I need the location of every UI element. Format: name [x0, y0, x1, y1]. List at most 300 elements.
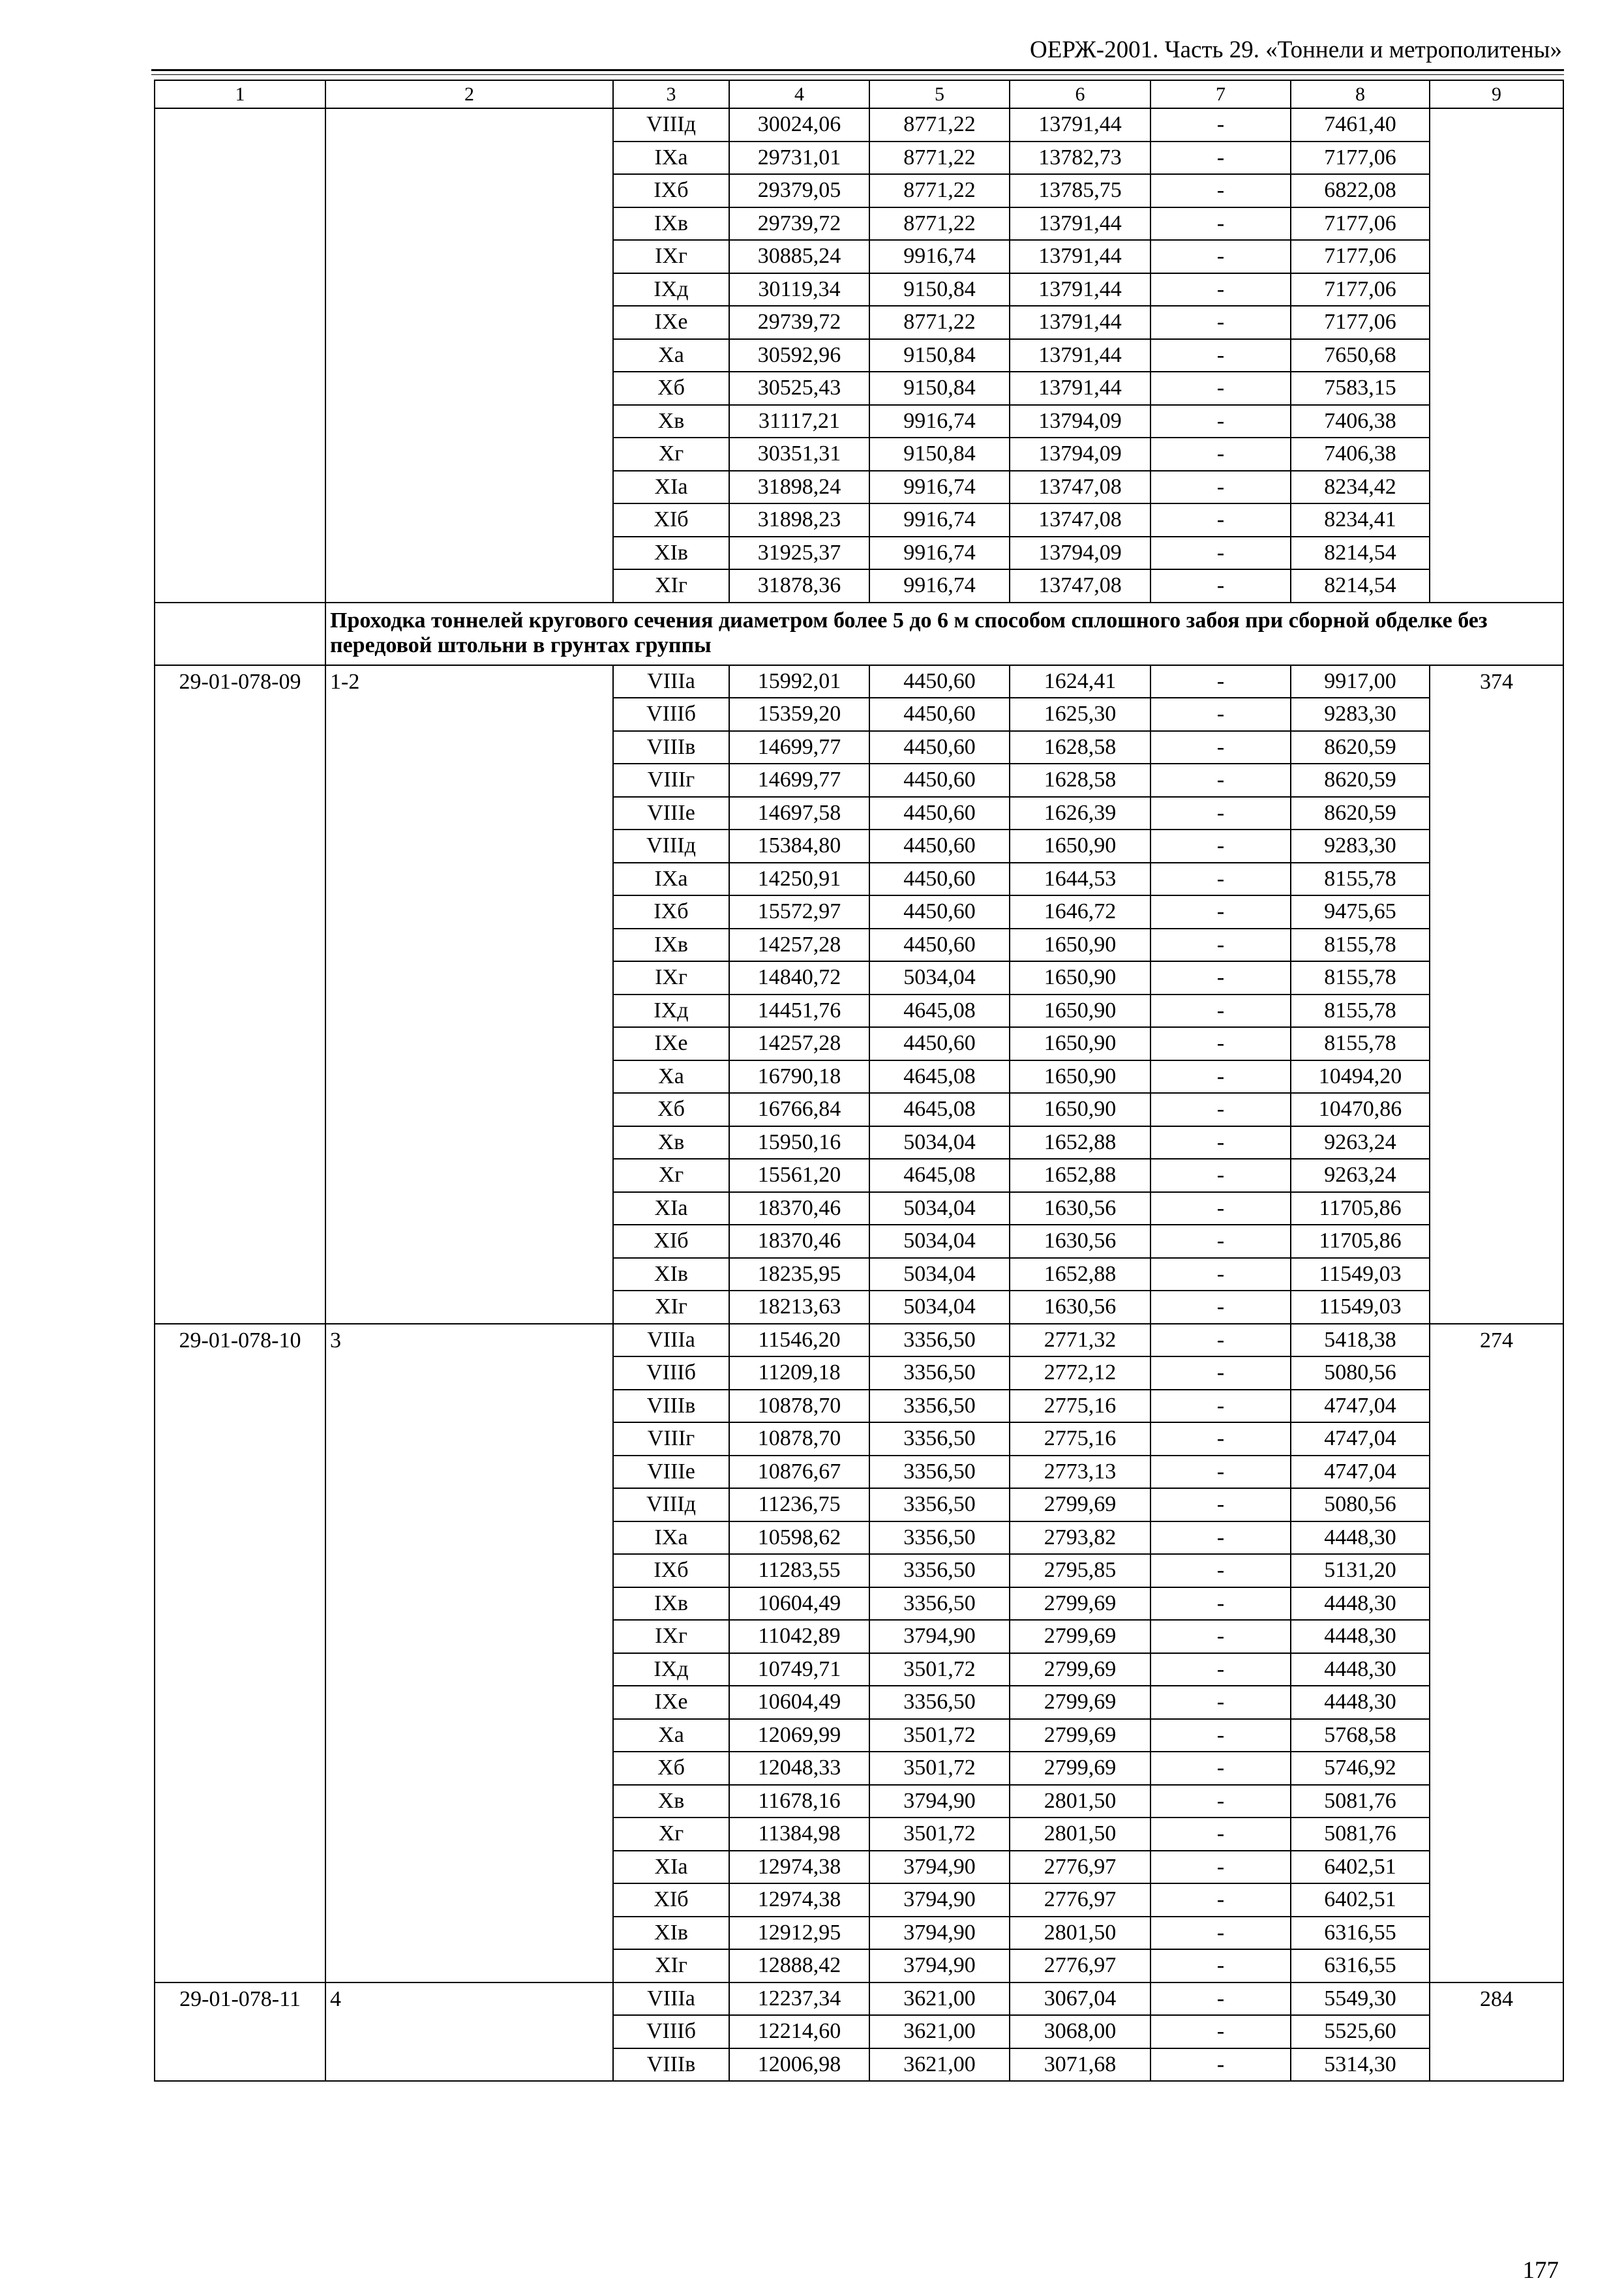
table-cell: 5034,04	[869, 1225, 1010, 1258]
table-cell: 7177,06	[1291, 142, 1430, 175]
table-cell: -	[1150, 438, 1291, 471]
table-cell: 5768,58	[1291, 1719, 1430, 1752]
table-cell: 2799,69	[1010, 1719, 1150, 1752]
table-cell: 5525,60	[1291, 2015, 1430, 2048]
page-header: ОЕРЖ-2001. Часть 29. «Тоннели и метрополитены»	[1030, 37, 1562, 63]
table-cell: Xг	[613, 1159, 729, 1192]
table-cell: 8771,22	[869, 142, 1010, 175]
table-cell: 12214,60	[729, 2015, 869, 2048]
table-cell: -	[1150, 372, 1291, 405]
table-cell: Xб	[613, 372, 729, 405]
table-cell: 3621,00	[869, 1982, 1010, 2016]
table-cell: -	[1150, 1587, 1291, 1621]
table-cell: 12974,38	[729, 1851, 869, 1884]
table-cell: 7177,06	[1291, 306, 1430, 339]
table-cell: 3356,50	[869, 1422, 1010, 1456]
table-cell: 8155,78	[1291, 1027, 1430, 1060]
table-cell: 5314,30	[1291, 2048, 1430, 2082]
table-cell: -	[1150, 1225, 1291, 1258]
table-cell: -	[1150, 1917, 1291, 1950]
table-cell: 7177,06	[1291, 273, 1430, 307]
table-cell: -	[1150, 1192, 1291, 1225]
table-cell: Xб	[613, 1752, 729, 1785]
table-cell: -	[1150, 764, 1291, 797]
table-cell: -	[1150, 273, 1291, 307]
table-cell: 1630,56	[1010, 1192, 1150, 1225]
table-cell: 14699,77	[729, 764, 869, 797]
table-cell: -	[1150, 1653, 1291, 1686]
table-cell: 13747,08	[1010, 503, 1150, 537]
table-cell: 4450,60	[869, 830, 1010, 863]
table-cell: 29739,72	[729, 306, 869, 339]
table-cell: -	[1150, 1027, 1291, 1060]
table-cell: IXд	[613, 1653, 729, 1686]
table-cell: 10604,49	[729, 1587, 869, 1621]
table-cell: 13747,08	[1010, 471, 1150, 504]
table-cell: -	[1150, 995, 1291, 1028]
table-cell: 3356,50	[869, 1587, 1010, 1621]
table-cell: 8214,54	[1291, 569, 1430, 603]
table-cell: 4450,60	[869, 929, 1010, 962]
table-cell: IXв	[613, 1587, 729, 1621]
table-cell: -	[1150, 174, 1291, 207]
table-cell: -	[1150, 1719, 1291, 1752]
table-cell: 4450,60	[869, 665, 1010, 698]
table-cell: 4448,30	[1291, 1521, 1430, 1555]
table-cell: 10749,71	[729, 1653, 869, 1686]
table-cell: IXд	[613, 995, 729, 1028]
table-cell: -	[1150, 1390, 1291, 1423]
table-cell: VIIIд	[613, 1488, 729, 1521]
table-cell: -	[1150, 569, 1291, 603]
column-number: 6	[1010, 80, 1150, 108]
table-row	[155, 108, 1563, 142]
table-cell: 2799,69	[1010, 1488, 1150, 1521]
table-cell: 9475,65	[1291, 895, 1430, 929]
table-cell: -	[1150, 1060, 1291, 1094]
table-cell: 30351,31	[729, 438, 869, 471]
table-cell: -	[1150, 1982, 1291, 2016]
table-cell: IXе	[613, 1686, 729, 1719]
column-number: 1	[155, 80, 325, 108]
table-cell: 2799,69	[1010, 1752, 1150, 1785]
table-cell: 13747,08	[1010, 569, 1150, 603]
table-cell: 1630,56	[1010, 1291, 1150, 1324]
table-cell: 14451,76	[729, 995, 869, 1028]
table-cell: -	[1150, 339, 1291, 372]
table-cell: 3071,68	[1010, 2048, 1150, 2082]
table-cell: 5081,76	[1291, 1818, 1430, 1851]
table-cell: 2772,12	[1010, 1356, 1150, 1390]
header-rule-thin	[151, 74, 1564, 75]
table-cell: 8214,54	[1291, 537, 1430, 570]
table-cell: 5549,30	[1291, 1982, 1430, 2016]
table-cell: -	[1150, 207, 1291, 241]
table-cell: 8155,78	[1291, 929, 1430, 962]
table-cell: 10878,70	[729, 1390, 869, 1423]
table-cell: -	[1150, 1159, 1291, 1192]
table-cell: 31898,23	[729, 503, 869, 537]
table-cell: 9916,74	[869, 471, 1010, 504]
table-cell: 8771,22	[869, 174, 1010, 207]
page-number: 177	[1522, 2257, 1559, 2284]
table-cell: -	[1150, 698, 1291, 731]
table-cell: IXа	[613, 1521, 729, 1555]
table-cell: 18370,46	[729, 1192, 869, 1225]
table-cell: -	[1150, 1324, 1291, 1357]
table-cell: 13791,44	[1010, 339, 1150, 372]
table-cell: VIIIе	[613, 797, 729, 830]
table-cell: 1644,53	[1010, 863, 1150, 896]
table-cell: 13794,09	[1010, 537, 1150, 570]
table-cell: 10598,62	[729, 1521, 869, 1555]
table-cell: 7177,06	[1291, 207, 1430, 241]
table-cell: 3067,04	[1010, 1982, 1150, 2016]
column-number: 3	[613, 80, 729, 108]
table-cell: 30592,96	[729, 339, 869, 372]
table-cell: 2775,16	[1010, 1390, 1150, 1423]
table-cell: 8620,59	[1291, 764, 1430, 797]
table-cell: -	[1150, 471, 1291, 504]
code-cell: 29-01-078-09	[155, 665, 325, 1324]
table-cell: 8234,42	[1291, 471, 1430, 504]
table-cell: 8155,78	[1291, 863, 1430, 896]
table-cell: 3621,00	[869, 2048, 1010, 2082]
code-cell	[155, 108, 325, 603]
table-cell: VIIIб	[613, 2015, 729, 2048]
table-cell: IXв	[613, 929, 729, 962]
table-cell: 4448,30	[1291, 1653, 1430, 1686]
table-cell: 1652,88	[1010, 1258, 1150, 1291]
soil-group-cell: 4	[325, 1982, 613, 2082]
table-cell: VIIIв	[613, 2048, 729, 2082]
table-cell: IXг	[613, 240, 729, 273]
table-cell: Xа	[613, 1719, 729, 1752]
table-cell: 1628,58	[1010, 731, 1150, 764]
table-cell: 2799,69	[1010, 1653, 1150, 1686]
table-cell: Xа	[613, 1060, 729, 1094]
table-cell: -	[1150, 2015, 1291, 2048]
table-cell: 5034,04	[869, 961, 1010, 995]
table-cell: VIIIг	[613, 1422, 729, 1456]
table-cell: 10470,86	[1291, 1093, 1430, 1126]
table-cell: 29739,72	[729, 207, 869, 241]
table-cell: Xв	[613, 405, 729, 438]
table-cell: 7461,40	[1291, 108, 1430, 142]
soil-group-cell: 3	[325, 1324, 613, 1982]
table-cell: VIIIб	[613, 698, 729, 731]
table-cell: 10494,20	[1291, 1060, 1430, 1094]
table-cell: 15992,01	[729, 665, 869, 698]
table-cell: 4448,30	[1291, 1587, 1430, 1621]
table-cell: 8155,78	[1291, 961, 1430, 995]
table-cell: 11384,98	[729, 1818, 869, 1851]
table-cell: 2771,32	[1010, 1324, 1150, 1357]
table-cell: 4450,60	[869, 863, 1010, 896]
table-cell: 3356,50	[869, 1324, 1010, 1357]
table-cell: 30885,24	[729, 240, 869, 273]
table-cell: -	[1150, 537, 1291, 570]
table-cell: 31898,24	[729, 471, 869, 504]
table-cell: -	[1150, 665, 1291, 698]
table-cell: -	[1150, 1818, 1291, 1851]
table-cell: IXа	[613, 863, 729, 896]
table-row	[155, 1982, 1563, 2016]
table-cell: 2799,69	[1010, 1620, 1150, 1653]
table-cell: 9150,84	[869, 372, 1010, 405]
table-cell: XIб	[613, 1883, 729, 1917]
table-cell: 9916,74	[869, 503, 1010, 537]
table-cell: 1650,90	[1010, 995, 1150, 1028]
table-cell: -	[1150, 1851, 1291, 1884]
table-cell: 1650,90	[1010, 1093, 1150, 1126]
table-cell: 13791,44	[1010, 207, 1150, 241]
section-row	[155, 603, 1563, 665]
table-cell: 2801,50	[1010, 1917, 1150, 1950]
table-cell: 11549,03	[1291, 1291, 1430, 1324]
table-cell: -	[1150, 240, 1291, 273]
table-cell: 13782,73	[1010, 142, 1150, 175]
table-cell: 18370,46	[729, 1225, 869, 1258]
table-cell: 10876,67	[729, 1456, 869, 1489]
table-cell: 12912,95	[729, 1917, 869, 1950]
table-cell: 14257,28	[729, 929, 869, 962]
table-cell: 2775,16	[1010, 1422, 1150, 1456]
column-number: 8	[1291, 80, 1430, 108]
table-cell: -	[1150, 1686, 1291, 1719]
section-blank-cell	[155, 603, 325, 665]
col9-cell: 284	[1430, 1982, 1563, 2082]
table-cell: 31117,21	[729, 405, 869, 438]
table-cell: -	[1150, 1883, 1291, 1917]
table-cell: 4450,60	[869, 698, 1010, 731]
column-number: 4	[729, 80, 869, 108]
table-cell: 14840,72	[729, 961, 869, 995]
table-cell: Xа	[613, 339, 729, 372]
table-cell: XIв	[613, 537, 729, 570]
table-cell: 4450,60	[869, 731, 1010, 764]
table-cell: 9150,84	[869, 438, 1010, 471]
table-cell: 15359,20	[729, 698, 869, 731]
table-cell: 3356,50	[869, 1390, 1010, 1423]
table-cell: 7406,38	[1291, 405, 1430, 438]
table-cell: 1650,90	[1010, 1027, 1150, 1060]
table-cell: 29731,01	[729, 142, 869, 175]
table-cell: 8620,59	[1291, 731, 1430, 764]
table-cell: IXб	[613, 174, 729, 207]
table-cell: IXг	[613, 961, 729, 995]
table-cell: 1652,88	[1010, 1126, 1150, 1159]
table-cell: VIIIа	[613, 1982, 729, 2016]
table-cell: -	[1150, 731, 1291, 764]
table-cell: 3356,50	[869, 1521, 1010, 1555]
table-cell: 3356,50	[869, 1456, 1010, 1489]
table-cell: 5080,56	[1291, 1488, 1430, 1521]
table-cell: 11236,75	[729, 1488, 869, 1521]
table-cell: 11705,86	[1291, 1225, 1430, 1258]
table-cell: -	[1150, 1356, 1291, 1390]
table-cell: 4450,60	[869, 895, 1010, 929]
table-cell: 8155,78	[1291, 995, 1430, 1028]
table-cell: 5131,20	[1291, 1554, 1430, 1587]
table-cell: 4645,08	[869, 1093, 1010, 1126]
table-cell: 3794,90	[869, 1917, 1010, 1950]
table-cell: 7583,15	[1291, 372, 1430, 405]
table-cell: 2776,97	[1010, 1883, 1150, 1917]
table-cell: 3356,50	[869, 1488, 1010, 1521]
table-cell: 9283,30	[1291, 698, 1430, 731]
table-cell: 4747,04	[1291, 1422, 1430, 1456]
table-cell: 3356,50	[869, 1554, 1010, 1587]
table-cell: 9916,74	[869, 405, 1010, 438]
col9-cell	[1430, 108, 1563, 603]
table-cell: 14699,77	[729, 731, 869, 764]
table-cell: -	[1150, 895, 1291, 929]
table-cell: 31878,36	[729, 569, 869, 603]
table-cell: XIв	[613, 1917, 729, 1950]
table-cell: 12888,42	[729, 1949, 869, 1982]
table-cell: -	[1150, 1291, 1291, 1324]
table-cell: XIа	[613, 1192, 729, 1225]
table-cell: 11042,89	[729, 1620, 869, 1653]
table-cell: IXг	[613, 1620, 729, 1653]
code-cell: 29-01-078-10	[155, 1324, 325, 1982]
table-cell: 9150,84	[869, 273, 1010, 307]
table-cell: 6402,51	[1291, 1883, 1430, 1917]
table-cell: 29379,05	[729, 174, 869, 207]
table-cell: 3794,90	[869, 1620, 1010, 1653]
table-cell: 18235,95	[729, 1258, 869, 1291]
table-cell: 14697,58	[729, 797, 869, 830]
table-cell: 6316,55	[1291, 1917, 1430, 1950]
table-cell: 2773,13	[1010, 1456, 1150, 1489]
table-cell: 8771,22	[869, 108, 1010, 142]
table-cell: -	[1150, 830, 1291, 863]
table-cell: VIIIе	[613, 1456, 729, 1489]
column-number-row	[155, 80, 1563, 108]
table-cell: 3501,72	[869, 1752, 1010, 1785]
table-cell: 18213,63	[729, 1291, 869, 1324]
table-cell: VIIIв	[613, 731, 729, 764]
table-cell: 9263,24	[1291, 1159, 1430, 1192]
table-cell: 6822,08	[1291, 174, 1430, 207]
table-cell: 4645,08	[869, 1159, 1010, 1192]
table-cell: 5746,92	[1291, 1752, 1430, 1785]
table-cell: 5081,76	[1291, 1785, 1430, 1818]
rates-table	[154, 80, 1564, 2082]
table-cell: -	[1150, 1456, 1291, 1489]
table-cell: -	[1150, 797, 1291, 830]
table-cell: 4747,04	[1291, 1456, 1430, 1489]
table-cell: 11549,03	[1291, 1258, 1430, 1291]
table-cell: -	[1150, 2048, 1291, 2082]
table-row	[155, 1324, 1563, 1357]
table-cell: 3794,90	[869, 1785, 1010, 1818]
table-cell: XIг	[613, 1291, 729, 1324]
table-cell: 11283,55	[729, 1554, 869, 1587]
table-cell: 3501,72	[869, 1719, 1010, 1752]
table-cell: 9916,74	[869, 569, 1010, 603]
table-cell: 11678,16	[729, 1785, 869, 1818]
table-cell: 1652,88	[1010, 1159, 1150, 1192]
table-cell: 15384,80	[729, 830, 869, 863]
table-cell: Xб	[613, 1093, 729, 1126]
column-number: 9	[1430, 80, 1563, 108]
table-cell: 2793,82	[1010, 1521, 1150, 1555]
soil-group-cell	[325, 108, 613, 603]
table-cell: IXв	[613, 207, 729, 241]
soil-group-cell: 1-2	[325, 665, 613, 1324]
table-cell: 15572,97	[729, 895, 869, 929]
table-cell: 16766,84	[729, 1093, 869, 1126]
table-cell: Xг	[613, 1818, 729, 1851]
table-cell: 14250,91	[729, 863, 869, 896]
table-cell: 12237,34	[729, 1982, 869, 2016]
table-cell: IXб	[613, 895, 729, 929]
table-cell: 1628,58	[1010, 764, 1150, 797]
table-cell: -	[1150, 1126, 1291, 1159]
table-cell: IXб	[613, 1554, 729, 1587]
table-cell: -	[1150, 1521, 1291, 1555]
table-cell: 9150,84	[869, 339, 1010, 372]
table-cell: 2801,50	[1010, 1785, 1150, 1818]
table-cell: VIIIг	[613, 764, 729, 797]
table-cell: 3501,72	[869, 1818, 1010, 1851]
column-number: 2	[325, 80, 613, 108]
table-cell: 5034,04	[869, 1258, 1010, 1291]
table-cell: -	[1150, 1949, 1291, 1982]
table-cell: -	[1150, 1258, 1291, 1291]
table-cell: 2776,97	[1010, 1851, 1150, 1884]
table-cell: 3794,90	[869, 1883, 1010, 1917]
table-cell: 5034,04	[869, 1126, 1010, 1159]
table-cell: 2799,69	[1010, 1686, 1150, 1719]
table-cell: 3794,90	[869, 1949, 1010, 1982]
table-cell: 11705,86	[1291, 1192, 1430, 1225]
table-cell: 11546,20	[729, 1324, 869, 1357]
table-cell: 12974,38	[729, 1883, 869, 1917]
table-cell: 13791,44	[1010, 240, 1150, 273]
col9-cell: 274	[1430, 1324, 1563, 1982]
table-cell: 5034,04	[869, 1291, 1010, 1324]
table-cell: -	[1150, 1554, 1291, 1587]
table-cell: 3356,50	[869, 1356, 1010, 1390]
table-cell: -	[1150, 1785, 1291, 1818]
table-cell: 1624,41	[1010, 665, 1150, 698]
table-cell: -	[1150, 929, 1291, 962]
col9-cell: 374	[1430, 665, 1563, 1324]
table-cell: 1625,30	[1010, 698, 1150, 731]
table-cell: -	[1150, 1752, 1291, 1785]
table-cell: 8771,22	[869, 207, 1010, 241]
table-cell: -	[1150, 961, 1291, 995]
table-cell: 3356,50	[869, 1686, 1010, 1719]
table-cell: 10604,49	[729, 1686, 869, 1719]
table-cell: VIIIб	[613, 1356, 729, 1390]
column-number: 5	[869, 80, 1010, 108]
table-cell: 4645,08	[869, 1060, 1010, 1094]
table-cell: 4645,08	[869, 995, 1010, 1028]
table-cell: 5034,04	[869, 1192, 1010, 1225]
table-cell: XIб	[613, 1225, 729, 1258]
table-cell: VIIIв	[613, 1390, 729, 1423]
table-cell: VIIIа	[613, 665, 729, 698]
table-cell: 5418,38	[1291, 1324, 1430, 1357]
table-cell: 2776,97	[1010, 1949, 1150, 1982]
table-cell: -	[1150, 306, 1291, 339]
table-cell: XIг	[613, 569, 729, 603]
table-cell: Xв	[613, 1785, 729, 1818]
